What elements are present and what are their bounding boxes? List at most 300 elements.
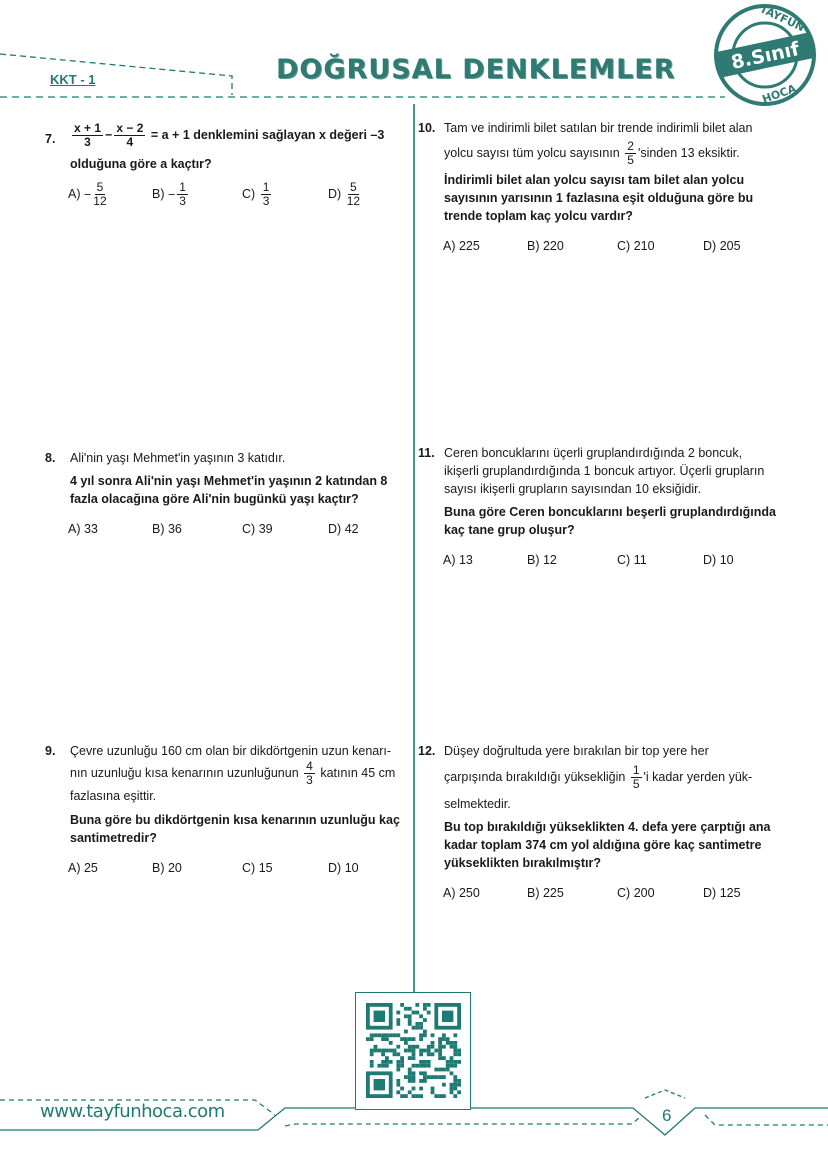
qr-module [412,1075,416,1079]
sign: − [167,187,176,202]
qr-module [419,1060,423,1064]
qr-module [377,1064,381,1068]
qr-module [381,1064,385,1068]
qr-module [450,1087,454,1091]
question-prompt: Bu top bırakıldığı yükseklikten 4. defa yere çarptığı ana kadar toplam 374 cm yol aldığına göre kaç santimetre yükseklikten bırakılmıştır? [444,820,771,870]
qr-module [419,1049,423,1053]
qr-module [408,1056,412,1060]
option-value: 36 [167,522,182,536]
qr-module [396,1022,400,1026]
option-c[interactable] [242,514,273,544]
qr-module [400,1037,404,1041]
qr-module [381,1049,385,1053]
option-b[interactable] [527,545,557,575]
qr-module [453,1083,457,1087]
qr-module [442,1075,446,1079]
qr-module [370,1060,374,1064]
option-c[interactable] [242,853,273,883]
qr-module [457,1090,461,1094]
denominator: 5 [627,153,634,167]
qr-module [400,1060,404,1064]
question-7 [42,122,404,209]
qr-module [408,1014,412,1018]
numerator: 1 [179,180,186,195]
qr-module [450,1071,454,1075]
qr-module [442,1011,453,1022]
numerator: 1 [632,763,640,777]
qr-module [434,1049,438,1053]
qr-module [412,1045,416,1049]
option-label: B) [152,861,165,875]
qr-module [446,1037,450,1041]
qr-module [412,1026,416,1030]
qr-module [431,1041,435,1045]
qr-module [423,1007,427,1011]
qr-module [423,1064,427,1068]
qr-module [427,1049,431,1053]
qr-module [374,1079,385,1090]
tayfun-hoca-badge-logo [712,2,818,108]
qr-module [404,1041,408,1045]
qr-module [415,1022,419,1026]
qr-module [396,1045,400,1049]
option-a[interactable] [68,179,109,210]
qr-module [400,1003,404,1007]
qr-module [419,1026,423,1030]
qr-module [427,1052,431,1056]
fraction [631,764,642,791]
qr-module [389,1041,393,1045]
qr-module [374,1011,385,1022]
option-label: C) [242,187,256,201]
qr-module [442,1033,446,1037]
qr-module [453,1079,457,1083]
numerator: 4 [306,759,313,773]
qr-module [419,1064,423,1068]
qr-module [438,1045,442,1049]
numerator: x + 1 [74,121,102,135]
qr-code[interactable] [355,992,471,1110]
question-11 [418,444,778,575]
qr-module [408,1079,412,1083]
qr-module [385,1056,389,1060]
qr-module [457,1060,461,1064]
qr-module [408,1068,412,1072]
question-number: 12. [418,744,436,758]
qr-module [419,1079,423,1083]
qr-module [415,1026,419,1030]
option-label: D) [703,886,717,900]
qr-module [427,1045,431,1049]
qr-module [423,1018,427,1022]
fraction [347,181,360,208]
denominator: 3 [179,194,186,209]
qr-module [389,1033,393,1037]
option-label: A) [68,187,81,201]
option-a[interactable] [68,514,98,544]
option-label: C) [617,239,631,253]
qr-module [408,1018,412,1022]
qr-module [412,1094,416,1098]
option-b[interactable] [527,231,564,261]
svg-text:8.Sınıf: 8.Sınıf [729,38,802,74]
qr-module [427,1064,431,1068]
qr-module [446,1060,450,1064]
option-d[interactable] [703,545,734,575]
fraction [114,122,145,149]
qr-module [442,1037,446,1041]
qr-module [412,1071,416,1075]
qr-module [423,1060,427,1064]
qr-module [431,1045,435,1049]
qr-module [453,1033,457,1037]
qr-module [415,1094,419,1098]
answer-options [443,878,778,908]
question-prompt: 4 yıl sonra Ali'nin yaşı Mehmet'in yaşının 2 katından 8 fazla olacağına göre Ali'nin bugünkü yaşı kaçtır? [70,474,388,506]
qr-module [442,1056,446,1060]
qr-module [385,1064,389,1068]
qr-module [370,1064,374,1068]
question-text: fazlasına eşittir. [70,789,157,803]
question-number: 11. [418,446,435,460]
qr-module [438,1041,442,1045]
qr-module [404,1007,408,1011]
question-number: 10. [418,121,436,135]
qr-module [453,1094,457,1098]
question-number: 7. [45,132,56,146]
qr-module [404,1014,408,1018]
option-d[interactable] [328,853,359,883]
qr-module [396,1033,400,1037]
answer-options [443,231,778,261]
qr-module [419,1033,423,1037]
qr-module [400,1064,404,1068]
question-text: Düşey doğrultuda yere bırakılan bir top yere her [444,744,709,758]
qr-module [412,1052,416,1056]
option-label: A) [443,239,456,253]
option-label: C) [242,861,256,875]
question-text: 'i kadar yerden yük- [643,769,753,784]
numerator: 5 [96,180,104,195]
qr-module [415,1011,419,1015]
qr-module [408,1090,412,1094]
qr-module [370,1033,374,1037]
option-label: B) [527,239,540,253]
qr-module [453,1075,457,1079]
option-label: C) [617,553,631,567]
option-a[interactable] [443,231,480,261]
qr-module [415,1003,419,1007]
qr-module [427,1060,431,1064]
denominator: 4 [126,135,134,149]
test-code: KKT - 1 [50,72,96,87]
qr-module [438,1037,442,1041]
qr-module [423,1030,427,1034]
qr-module [450,1041,454,1045]
option-b[interactable] [152,853,182,883]
question-text: katının 45 cm [320,765,396,780]
qr-module [450,1060,454,1064]
qr-module [389,1049,393,1053]
qr-module [381,1052,385,1056]
option-label: D) [703,239,717,253]
qr-module [438,1094,442,1098]
option-c[interactable] [617,545,647,575]
option-d[interactable] [703,878,741,908]
option-label: C) [617,886,631,900]
qr-module [400,1094,404,1098]
qr-module [423,1071,427,1075]
option-value: 33 [83,522,98,536]
qr-module [396,1083,400,1087]
qr-code-image [356,993,470,1109]
qr-module [431,1087,435,1091]
option-value: 125 [719,886,741,900]
option-d[interactable] [328,179,362,209]
qr-module [396,1064,400,1068]
question-text: 'sinden 13 eksiktir. [637,145,740,160]
option-label: A) [443,886,456,900]
option-b[interactable] [527,878,564,908]
option-label: D) [328,861,342,875]
option-label: B) [152,522,165,536]
question-10 [418,119,778,261]
option-value: 11 [633,553,647,567]
option-value: 13 [458,553,473,567]
qr-module [419,1052,423,1056]
qr-module [446,1064,450,1068]
option-a[interactable] [68,853,98,883]
qr-module [366,1037,370,1041]
option-value: 225 [458,239,480,253]
qr-module [450,1064,454,1068]
option-c[interactable] [617,878,655,908]
qr-module [408,1049,412,1053]
numerator: x − 2 [116,121,144,135]
qr-module [396,1060,400,1064]
option-d[interactable] [703,231,741,261]
qr-module [434,1075,438,1079]
qr-module [431,1033,435,1037]
qr-module [438,1052,442,1056]
option-value: 25 [83,861,98,875]
option-value: 200 [633,886,655,900]
qr-module [412,1064,416,1068]
qr-module [370,1052,374,1056]
option-d[interactable] [328,514,359,544]
option-value: 39 [258,522,273,536]
qr-module [427,1003,431,1007]
qr-module [385,1049,389,1053]
qr-module [446,1068,450,1072]
qr-module [393,1049,397,1053]
option-a[interactable] [443,545,473,575]
qr-module [404,1037,408,1041]
qr-module [412,1079,416,1083]
option-value: 225 [542,886,564,900]
qr-module [415,1064,419,1068]
qr-module [453,1049,457,1053]
qr-module [457,1049,461,1053]
option-c[interactable] [242,179,273,209]
qr-module [381,1037,385,1041]
qr-module [419,1014,423,1018]
qr-module [404,1030,408,1034]
option-value: 10 [344,861,359,875]
qr-module [446,1041,450,1045]
qr-module [450,1083,454,1087]
fraction [72,122,103,149]
option-label: D) [328,187,342,201]
qr-module [438,1049,442,1053]
qr-module [412,1087,416,1091]
denominator: 3 [262,194,270,209]
qr-module [434,1094,438,1098]
question-text: çarpışında bırakıldığı yüksekliğin [444,769,626,784]
question-text: nın uzunluğu kısa kenarının uzunluğunun [70,765,299,780]
qr-module [431,1052,435,1056]
qr-module [408,1037,412,1041]
qr-module [404,1075,408,1079]
svg-text:TAYFUN: TAYFUN [757,2,807,35]
qr-module [453,1052,457,1056]
question-prompt: olduğuna göre a kaçtır? [70,157,212,171]
option-label: B) [527,886,540,900]
qr-module [434,1068,438,1072]
page-title: DOĞRUSAL DENKLEMLER [276,54,676,85]
qr-module [423,1003,427,1007]
qr-module [374,1033,378,1037]
question-prompt: İndirimli bilet alan yolcu sayısı tam bilet alan yolcu sayısının yarısının 1 fazlasına eşit olduğuna göre bu trende toplam kaç yolcu vardır? [444,173,754,223]
denominator: 3 [84,135,91,149]
option-c[interactable] [617,231,655,261]
qr-module [423,1079,427,1083]
qr-module [385,1033,389,1037]
qr-module [442,1094,446,1098]
qr-module [408,1045,412,1049]
option-label: A) [68,522,81,536]
qr-module [396,1052,400,1056]
option-value: 220 [542,239,564,253]
qr-module [453,1064,457,1068]
qr-module [396,1068,400,1072]
qr-module [453,1045,457,1049]
option-value: 42 [344,522,359,536]
sign: − [83,187,92,202]
qr-module [396,1011,400,1015]
qr-module [412,1037,416,1041]
qr-module [404,1049,408,1053]
qr-module [412,1011,416,1015]
question-prompt: Buna göre bu dikdörtgenin kısa kenarının uzunluğu kaç santimetredir? [70,813,400,845]
question-9 [42,742,404,883]
qr-module [427,1075,431,1079]
question-text: yolcu sayısı tüm yolcu sayısının [444,145,620,160]
denominator: 12 [346,194,361,209]
qr-module [419,1022,423,1026]
qr-module [438,1068,442,1072]
qr-module [450,1090,454,1094]
qr-module [419,1094,423,1098]
qr-module [374,1045,378,1049]
question-text: = a + 1 denklemini sağlayan x değeri –3 [150,127,385,142]
qr-module [385,1060,389,1064]
qr-module [377,1049,381,1053]
qr-module [412,1056,416,1060]
qr-module [408,1022,412,1026]
denominator: 12 [93,194,107,209]
qr-module [423,1033,427,1037]
fraction [93,181,106,208]
qr-module [396,1079,400,1083]
numerator: 2 [627,139,634,153]
fraction [177,181,188,208]
option-value: 250 [458,886,480,900]
fraction [304,760,315,787]
qr-module [408,1071,412,1075]
qr-module [419,1037,423,1041]
qr-module [453,1060,457,1064]
qr-module [419,1087,423,1091]
qr-module [450,1045,454,1049]
option-a[interactable] [443,878,480,908]
qr-module [393,1033,397,1037]
qr-module [370,1037,374,1041]
option-label: D) [328,522,342,536]
option-value: 12 [542,553,557,567]
option-b[interactable] [152,179,190,210]
qr-module [431,1090,435,1094]
option-label: A) [443,553,456,567]
option-value: 205 [719,239,741,253]
page-number: 6 [662,1106,672,1125]
denominator: 3 [306,773,313,787]
qr-module [370,1049,374,1053]
question-text: Ceren boncuklarını üçerli gruplandırdığında 2 boncuk, ikişerli gruplandırdığında 1 boncuk artıyor. Üçerli grupların sayısı ikişerli grupların sayısından 10 eksiğidir. [444,446,765,496]
fraction [625,140,636,167]
numerator: 1 [262,180,270,195]
qr-module [457,1083,461,1087]
option-label: B) [152,187,165,201]
qr-module [442,1083,446,1087]
option-b[interactable] [152,514,182,544]
qr-module [389,1060,393,1064]
qr-module [404,1094,408,1098]
fraction [261,181,272,208]
qr-module [400,1087,404,1091]
website-link[interactable]: www.tayfunhoca.com [40,1101,225,1122]
qr-module [457,1079,461,1083]
qr-module [374,1049,378,1053]
qr-module [396,1018,400,1022]
answer-options [68,853,404,883]
qr-module [377,1033,381,1037]
question-number: 8. [45,451,56,465]
qr-module [450,1056,454,1060]
minus-sign: − [105,127,113,142]
qr-module [423,1049,427,1053]
question-text: Ali'nin yaşı Mehmet'in yaşının 3 katıdır. [70,451,286,465]
qr-module [423,1075,427,1079]
qr-module [393,1052,397,1056]
question-text: Tam ve indirimli bilet satılan bir trende indirimli bilet alan [444,121,753,135]
qr-module [438,1056,442,1060]
qr-module [396,1090,400,1094]
qr-module [412,1049,416,1053]
option-value: 20 [167,861,182,875]
option-label: A) [68,861,81,875]
qr-module [415,1045,419,1049]
